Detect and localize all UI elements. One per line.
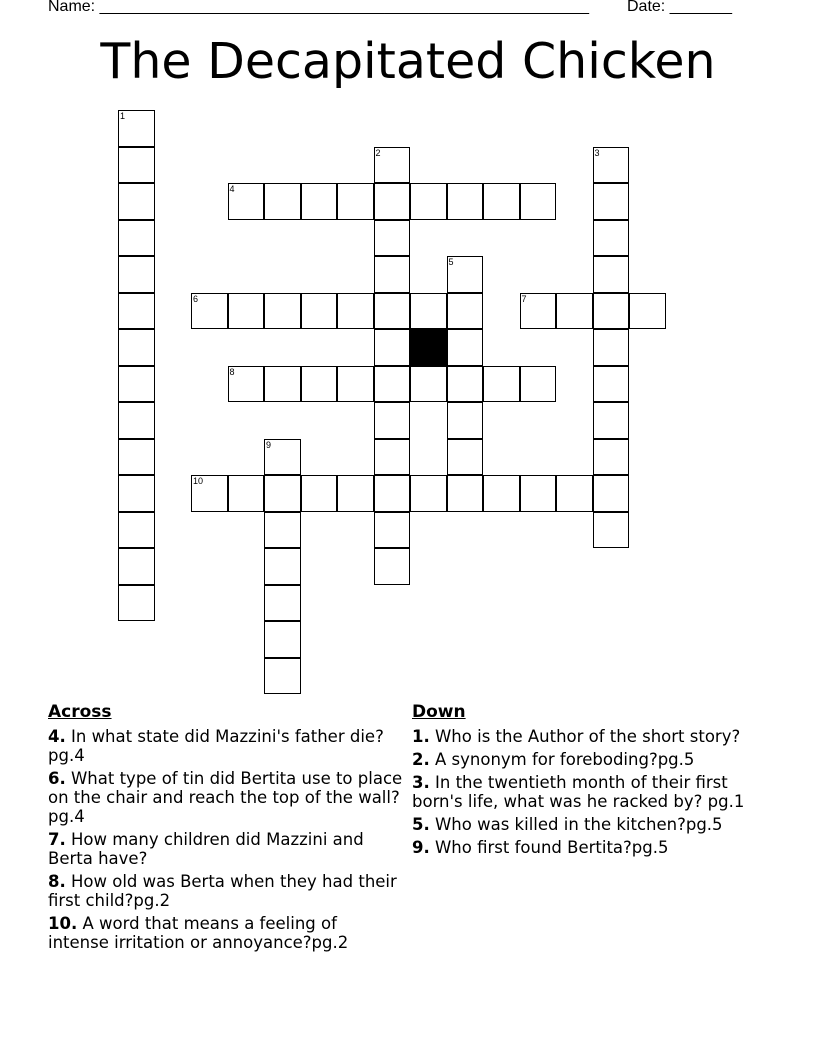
- clue-number: 10: [193, 476, 204, 486]
- grid-cell[interactable]: [410, 183, 447, 220]
- grid-cell[interactable]: [191, 293, 228, 330]
- clue-number: 9: [266, 439, 272, 450]
- clue-number: 4: [229, 184, 235, 194]
- grid-cell[interactable]: [264, 585, 301, 622]
- grid-cell[interactable]: [447, 439, 484, 476]
- grid-cell[interactable]: [118, 548, 155, 585]
- grid-cell[interactable]: [118, 220, 155, 257]
- grid-cell[interactable]: [118, 329, 155, 366]
- grid-cell[interactable]: [593, 147, 630, 184]
- grid-cell[interactable]: [118, 256, 155, 293]
- grid-cell[interactable]: [593, 402, 630, 439]
- grid-cell[interactable]: [374, 548, 411, 585]
- grid-cell[interactable]: [483, 366, 520, 403]
- black-square: [410, 329, 447, 366]
- grid-cell[interactable]: [520, 183, 557, 220]
- clue-number: 6: [193, 293, 199, 304]
- clue-number: 2.: [412, 750, 430, 769]
- clue-number: 6.: [48, 769, 66, 788]
- grid-cell[interactable]: [301, 183, 338, 220]
- grid-cell[interactable]: [593, 439, 630, 476]
- clue-text: A word that means a feeling of intense irritation or annoyance?pg.2: [48, 914, 349, 952]
- grid-cell[interactable]: [410, 293, 447, 330]
- across-clue: [48, 727, 403, 765]
- clue-number: 1.: [412, 727, 430, 746]
- grid-cell[interactable]: [374, 439, 411, 476]
- grid-cell[interactable]: [447, 475, 484, 512]
- clue-number: 3: [594, 147, 600, 158]
- grid-cell[interactable]: [118, 366, 155, 403]
- down-clue: [412, 815, 772, 834]
- grid-cell[interactable]: [556, 475, 593, 512]
- grid-cell[interactable]: [337, 475, 374, 512]
- grid-cell[interactable]: [264, 293, 301, 330]
- clue-number: 5: [448, 257, 454, 267]
- down-clue: [412, 773, 772, 811]
- grid-cell[interactable]: [629, 293, 666, 330]
- grid-cell[interactable]: [118, 110, 155, 147]
- clue-number: 1: [120, 111, 126, 121]
- grid-cell[interactable]: [374, 329, 411, 366]
- down-clue-list: [412, 727, 772, 857]
- grid-cell[interactable]: [593, 329, 630, 366]
- grid-cell[interactable]: [593, 256, 630, 293]
- across-clue: [48, 872, 403, 910]
- clue-number: 9.: [412, 838, 430, 857]
- clue-number: 4.: [48, 727, 66, 746]
- clue-text: A synonym for foreboding?pg.5: [429, 750, 695, 769]
- grid-cell[interactable]: [374, 475, 411, 512]
- grid-cell[interactable]: [593, 293, 630, 330]
- grid-cell[interactable]: [520, 293, 557, 330]
- across-clue: [48, 830, 403, 868]
- grid-cell[interactable]: [374, 147, 411, 184]
- grid-cell[interactable]: [447, 329, 484, 366]
- grid-cell[interactable]: [337, 293, 374, 330]
- grid-cell[interactable]: [593, 475, 630, 512]
- grid-cell[interactable]: [593, 183, 630, 220]
- grid-cell[interactable]: [301, 475, 338, 512]
- grid-cell[interactable]: [447, 402, 484, 439]
- grid-cell[interactable]: [264, 621, 301, 658]
- clue-text: In the twentieth month of their first born's life, what was he racked by? pg.1: [412, 773, 745, 811]
- grid-cell[interactable]: [228, 366, 265, 403]
- grid-cell[interactable]: [118, 183, 155, 220]
- grid-cell[interactable]: [118, 147, 155, 184]
- clue-text: Who is the Author of the short story?: [429, 727, 741, 746]
- grid-cell[interactable]: [118, 475, 155, 512]
- grid-cell[interactable]: [593, 220, 630, 257]
- down-clue: [412, 838, 772, 857]
- clue-number: 7: [521, 293, 527, 304]
- clue-text: How many children did Mazzini and Berta have?: [48, 830, 364, 868]
- grid-cell[interactable]: [447, 183, 484, 220]
- grid-cell[interactable]: [118, 439, 155, 476]
- grid-cell[interactable]: [264, 548, 301, 585]
- grid-cell[interactable]: [264, 366, 301, 403]
- grid-cell[interactable]: [374, 256, 411, 293]
- grid-cell[interactable]: [556, 293, 593, 330]
- grid-cell[interactable]: [264, 183, 301, 220]
- clue-text: In what state did Mazzini's father die?pg.4: [48, 727, 384, 765]
- clue-number: 8: [229, 366, 235, 377]
- grid-cell[interactable]: [374, 183, 411, 220]
- grid-cell[interactable]: [264, 475, 301, 512]
- clue-number: 7.: [48, 830, 66, 849]
- clue-text: Who first found Bertita?pg.5: [429, 838, 669, 857]
- grid-cell[interactable]: [374, 402, 411, 439]
- date-field-label: Date: _______: [627, 0, 732, 15]
- across-clue-list: [48, 727, 403, 952]
- clue-number: 8.: [48, 872, 66, 891]
- grid-cell[interactable]: [337, 183, 374, 220]
- name-field-label: Name: _______________________________________________________: [48, 0, 589, 15]
- grid-cell[interactable]: [118, 585, 155, 622]
- down-clue: [412, 727, 772, 746]
- grid-cell[interactable]: [374, 366, 411, 403]
- across-heading: Across: [48, 702, 112, 722]
- grid-cell[interactable]: [374, 512, 411, 549]
- down-clue: [412, 750, 772, 769]
- clue-text: Who was killed in the kitchen?pg.5: [429, 815, 723, 834]
- grid-cell[interactable]: [410, 366, 447, 403]
- grid-cell[interactable]: [191, 475, 228, 512]
- grid-cell[interactable]: [301, 366, 338, 403]
- grid-cell[interactable]: [228, 293, 265, 330]
- across-clue: [48, 769, 403, 826]
- grid-cell[interactable]: [118, 402, 155, 439]
- grid-cell[interactable]: [301, 293, 338, 330]
- grid-cell[interactable]: [337, 366, 374, 403]
- grid-cell[interactable]: [374, 293, 411, 330]
- grid-cell[interactable]: [593, 512, 630, 549]
- grid-cell[interactable]: [520, 366, 557, 403]
- puzzle-title: The Decapitated Chicken: [100, 33, 716, 90]
- clue-number: 3.: [412, 773, 430, 792]
- down-clues: [412, 703, 772, 861]
- grid-cell[interactable]: [374, 220, 411, 257]
- grid-cell[interactable]: [264, 439, 301, 476]
- clue-text: What type of tin did Bertita use to place on the chair and reach the top of the wall?pg.4: [48, 769, 403, 826]
- grid-cell[interactable]: [264, 512, 301, 549]
- grid-cell[interactable]: [410, 475, 447, 512]
- grid-cell[interactable]: [118, 512, 155, 549]
- grid-cell[interactable]: [593, 366, 630, 403]
- across-clues: [48, 703, 403, 956]
- clue-number: 5.: [412, 815, 430, 834]
- down-heading: Down: [412, 702, 466, 722]
- grid-cell[interactable]: [228, 475, 265, 512]
- grid-cell[interactable]: [228, 183, 265, 220]
- across-clue: [48, 914, 403, 952]
- grid-cell[interactable]: [483, 183, 520, 220]
- clue-text: How old was Berta when they had their first child?pg.2: [48, 872, 397, 910]
- grid-cell[interactable]: [520, 475, 557, 512]
- grid-cell[interactable]: [483, 475, 520, 512]
- clue-number: 2: [375, 147, 381, 158]
- grid-cell[interactable]: [447, 293, 484, 330]
- clue-number: 10.: [48, 914, 78, 933]
- grid-cell[interactable]: [447, 366, 484, 403]
- grid-cell[interactable]: [118, 293, 155, 330]
- grid-cell[interactable]: [264, 658, 301, 695]
- grid-cell[interactable]: [447, 256, 484, 293]
